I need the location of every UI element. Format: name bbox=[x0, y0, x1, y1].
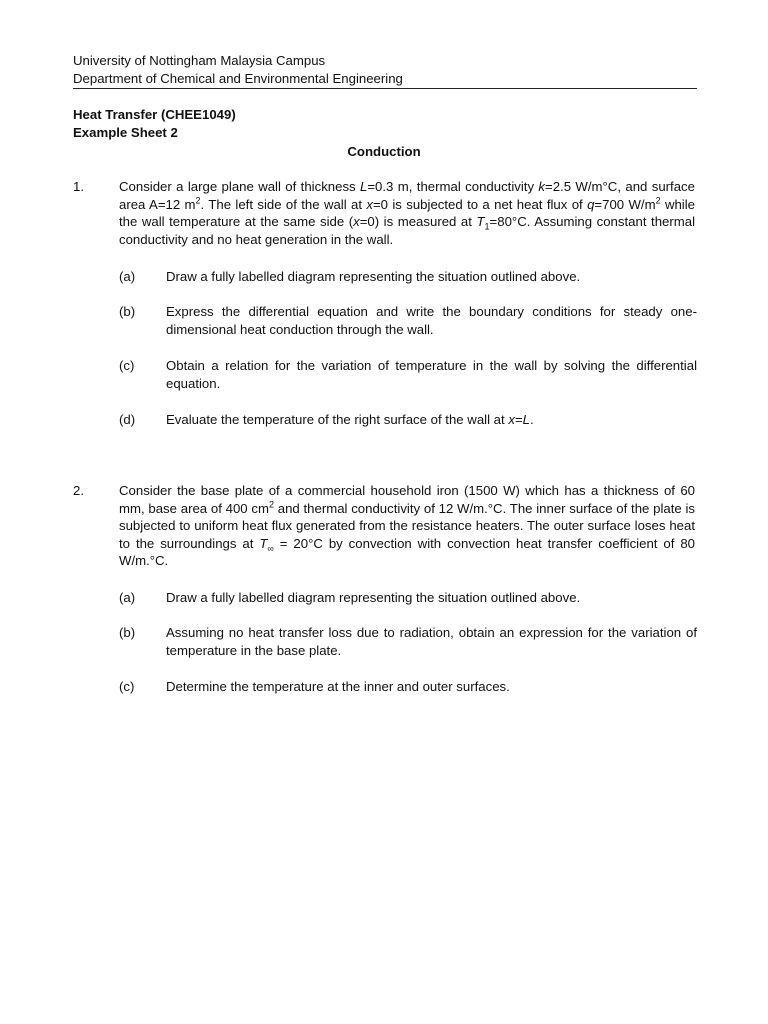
part-text: Obtain a relation for the variation of temperature in the wall by solving the differential equation. bbox=[166, 358, 697, 391]
department-name: Department of Chemical and Environmental Engineering bbox=[73, 70, 403, 86]
part-label: (c) bbox=[119, 679, 135, 694]
part-label: (b) bbox=[119, 304, 136, 319]
sheet-title: Example Sheet 2 bbox=[73, 124, 178, 140]
question-number: 1. bbox=[73, 179, 84, 194]
part-label: (d) bbox=[119, 412, 136, 427]
question-text: Consider a large plane wall of thickness L=0.3 m, thermal conductivity k=2.5 W/m°C, and surface area A=12 $m^2$. The left side of the wall at x=0 is subjected to a net heat flux of q=700 $W/m^2$ while the wall temperature at the same side (x=0) is measured at $T_1=80^\circ C$. Assuming constant thermal conductivity and no heat generation in the wall. bbox=[119, 179, 696, 247]
header-divider bbox=[73, 88, 697, 89]
part-label: (a) bbox=[119, 590, 136, 605]
document-header bbox=[73, 52, 697, 87]
course-info bbox=[73, 106, 236, 141]
question-text: Consider the base plate of a commercial household iron (1500 W) which has a thickness of 60 mm, base area of 400 $cm^2$ and thermal conductivity of 12 W/m.°C. The inner surface of the plate is subjected to uniform heat flux generated from the resistance heaters. The outer surface loses heat to the surroundings at $T_\infty = 20^\circ C$ by convection with convection heat transfer coefficient of 80 W/m.°C. bbox=[119, 483, 696, 569]
part-label: (c) bbox=[119, 358, 135, 373]
section-title: Conduction bbox=[347, 144, 421, 159]
university-name: University of Nottingham Malaysia Campus bbox=[73, 53, 326, 68]
part-label: (a) bbox=[119, 269, 136, 284]
question-number: 2. bbox=[73, 483, 84, 498]
part-text: Draw a fully labelled diagram representing the situation outlined above. bbox=[166, 269, 581, 284]
part-text: Draw a fully labelled diagram representing the situation outlined above. bbox=[166, 590, 581, 605]
part-text: Evaluate the temperature of the right surface of the wall at x=L. bbox=[166, 412, 534, 427]
part-label: (b) bbox=[119, 625, 136, 640]
part-text: Determine the temperature at the inner and outer surfaces. bbox=[166, 679, 510, 694]
course-title: Heat Transfer (CHEE1049) bbox=[73, 107, 236, 122]
part-text: Express the differential equation and write the boundary conditions for steady one-dimensional heat conduction through the wall. bbox=[166, 304, 697, 337]
part-text: Assuming no heat transfer loss due to radiation, obtain an expression for the variation of temperature in the base plate. bbox=[166, 625, 697, 658]
